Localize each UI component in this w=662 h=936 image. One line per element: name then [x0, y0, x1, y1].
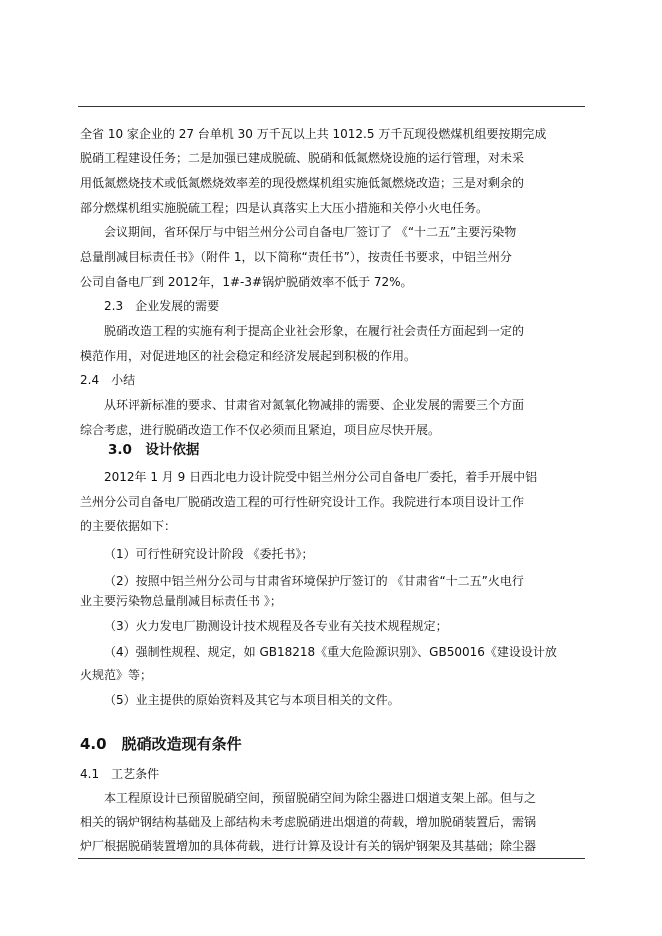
- body-text-line: 炉厂根据脱硝装置增加的具体荷载，进行计算及设计有关的锅炉钢架及其基础；除尘器: [80, 839, 537, 853]
- body-text-line: 综合考虑，进行脱硝改造工作不仅必须而且紧迫，项目应尽快开展。: [80, 423, 441, 437]
- body-text-line: 相关的锅炉钢结构基础及上部结构未考虑脱硝进出烟道的荷载，增加脱硝装置后，需锅: [80, 815, 537, 829]
- body-text-line: 的主要依据如下：: [80, 519, 177, 533]
- section-heading-2-4: 2.4 小结: [80, 373, 136, 387]
- section-heading-2-3: 2.3 企业发展的需要: [104, 299, 220, 313]
- body-text-line: 兰州分公司自备电厂脱硝改造工程的可行性研究设计工作。我院进行本项目设计工作: [80, 495, 525, 509]
- body-text-line: 2012年 1 月 9 日西北电力设计院受中铝兰州分公司自备电厂委托，着手开展中铝: [104, 470, 538, 484]
- body-text-line: 会议期间，省环保厅与中铝兰州分公司自备电厂签订了 《“十二五”主要污染物: [104, 225, 517, 239]
- body-text-line: 公司自备电厂到 2012年，1#-3#锅炉脱硝效率不低于 72%。: [80, 275, 413, 289]
- header-rule: [78, 106, 585, 107]
- body-text-line: 部分燃煤机组实施脱硫工程；四是认真落实上大压小措施和关停小火电任务。: [80, 201, 489, 215]
- body-text-line: 用低氮燃烧技术或低氮燃烧效率差的现役燃煤机组实施低氮燃烧改造；三是对剩余的: [80, 176, 525, 190]
- list-item: 火规范》等；: [80, 668, 153, 682]
- body-text-line: 模范作用，对促进地区的社会稳定和经济发展起到积极的作用。: [80, 349, 417, 363]
- section-heading-3-0: 3.0 设计依据: [108, 442, 200, 458]
- list-item: （2）按照中铝兰州分公司与甘肃省环境保护厅签订的 《甘肃省“十二五”火电行: [104, 574, 524, 588]
- list-item: （4）强制性规程、规定，如 GB18218《重大危险源识别》、GB50016《建设设计放: [104, 645, 557, 659]
- list-item: （3）火力发电厂勘测设计技术规程及各专业有关技术规程规定；: [104, 619, 448, 633]
- list-item: 业主要污染物总量削减目标责任书 》；: [80, 594, 282, 608]
- body-text-line: 本工程原设计已预留脱硝空间，预留脱硝空间为除尘器进口烟道支架上部。但与之: [104, 791, 537, 805]
- section-heading-4-0: 4.0 脱硝改造现有条件: [80, 735, 242, 753]
- body-text-line: 脱硝改造工程的实施有利于提高企业社会形象，在履行社会责任方面起到一定的: [104, 324, 525, 338]
- body-text-line: 从环评新标准的要求、甘肃省对氮氧化物减排的需要、企业发展的需要三个方面: [104, 398, 525, 412]
- list-item: （5）业主提供的原始资料及其它与本项目相关的文件。: [104, 693, 400, 707]
- body-text-line: 总量削减目标责任书》（附件 1，以下简称“责任书”），按责任书要求，中铝兰州分: [80, 250, 512, 264]
- section-heading-4-1: 4.1 工艺条件: [80, 767, 160, 781]
- footer-rule: [78, 858, 585, 859]
- body-text-line: 脱硝工程建设任务；二是加强已建成脱硫、脱硝和低氮燃烧设施的运行管理，对未采: [80, 151, 525, 165]
- list-item: （1）可行性研究设计阶段 《委托书》；: [104, 547, 314, 561]
- body-text-line: 全省 10 家企业的 27 台单机 30 万千瓦以上共 1012.5 万千瓦现役燃煤机组要按期完成: [80, 127, 547, 141]
